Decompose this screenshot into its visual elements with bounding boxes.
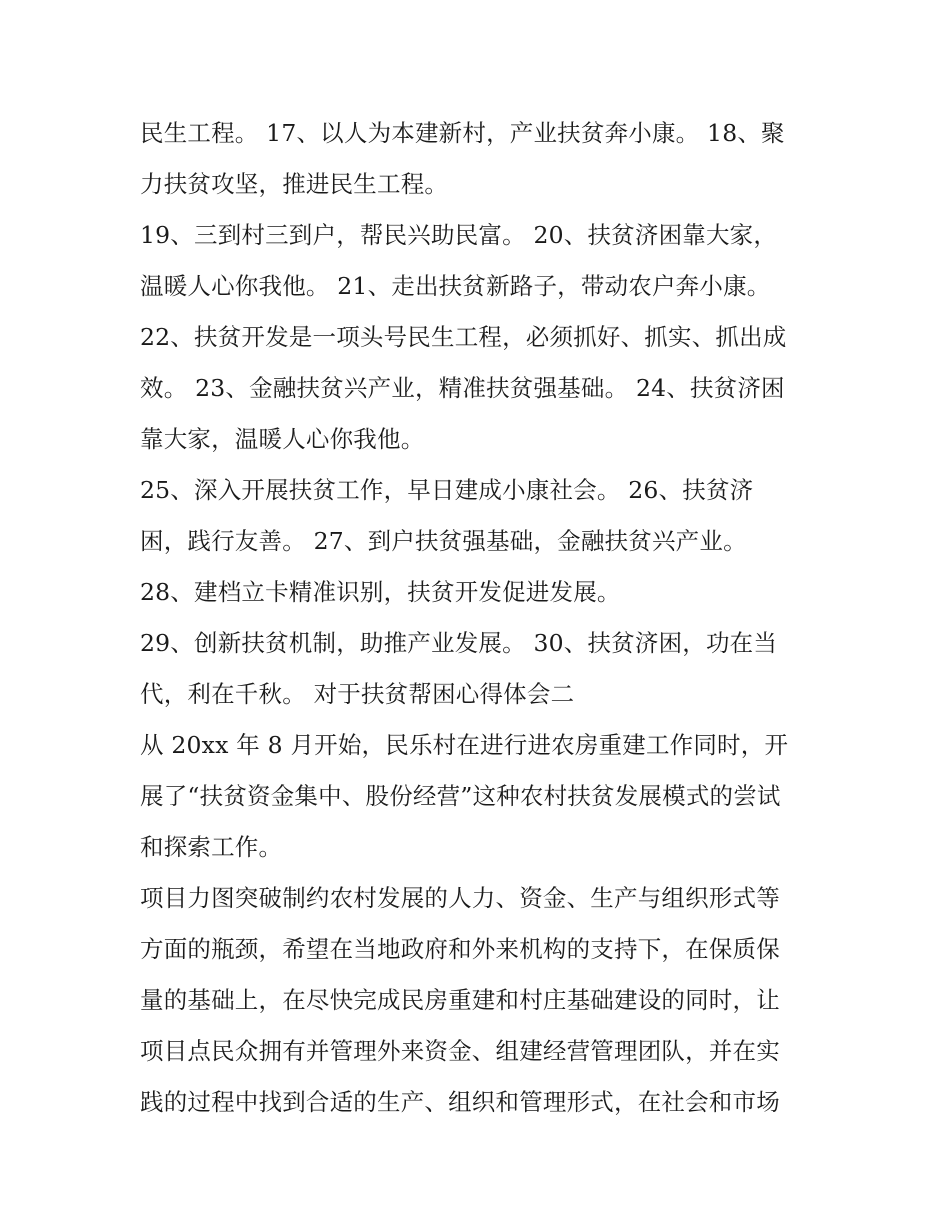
- text-line: 民生工程。 17、以人为本建新村，产业扶贫奔小康。 18、聚: [140, 119, 785, 147]
- text-line: 温暖人心你我他。 21、走出扶贫新路子，带动农户奔小康。: [140, 272, 771, 300]
- text-line: 22、扶贫开发是一项头号民生工程，必须抓好、抓实、抓出成: [140, 323, 787, 351]
- text-line: 19、三到村三到户，帮民兴助民富。 20、扶贫济困靠大家，: [140, 221, 778, 249]
- text-line: 29、创新扶贫机制，助推产业发展。 30、扶贫济困，功在当: [140, 629, 778, 657]
- text-line: 展了“扶贫资金集中、股份经营”这种农村扶贫发展模式的尝试: [140, 782, 781, 810]
- text-line: 从 20xx 年 8 月开始，民乐村在进行进农房重建工作同时，开: [140, 731, 789, 759]
- text-line: 25、深入开展扶贫工作，早日建成小康社会。 26、扶贫济: [140, 476, 754, 504]
- text-line: 力扶贫攻坚，推进民生工程。: [140, 170, 449, 198]
- text-line: 困，践行友善。 27、到户扶贫强基础，金融扶贫兴产业。: [140, 527, 747, 555]
- text-line: 和探索工作。: [140, 833, 283, 861]
- text-line: 代，利在千秋。 对于扶贫帮困心得体会二: [140, 680, 575, 708]
- text-line: 方面的瓶颈，希望在当地政府和外来机构的支持下，在保质保: [140, 935, 780, 963]
- document-body: [140, 108, 820, 1128]
- text-line: 效。 23、金融扶贫兴产业，精准扶贫强基础。 24、扶贫济困: [140, 374, 785, 402]
- text-line: 28、建档立卡精准识别，扶贫开发促进发展。: [140, 578, 621, 606]
- text-line: 践的过程中找到合适的生产、组织和管理形式，在社会和市场: [140, 1088, 780, 1116]
- text-line: 靠大家，温暖人心你我他。: [140, 425, 425, 453]
- text-line: 项目力图突破制约农村发展的人力、资金、生产与组织形式等: [140, 884, 780, 912]
- text-line: 量的基础上，在尽快完成民房重建和村庄基础建设的同时，让: [140, 986, 780, 1014]
- text-line: 项目点民众拥有并管理外来资金、组建经营管理团队，并在实: [140, 1037, 780, 1065]
